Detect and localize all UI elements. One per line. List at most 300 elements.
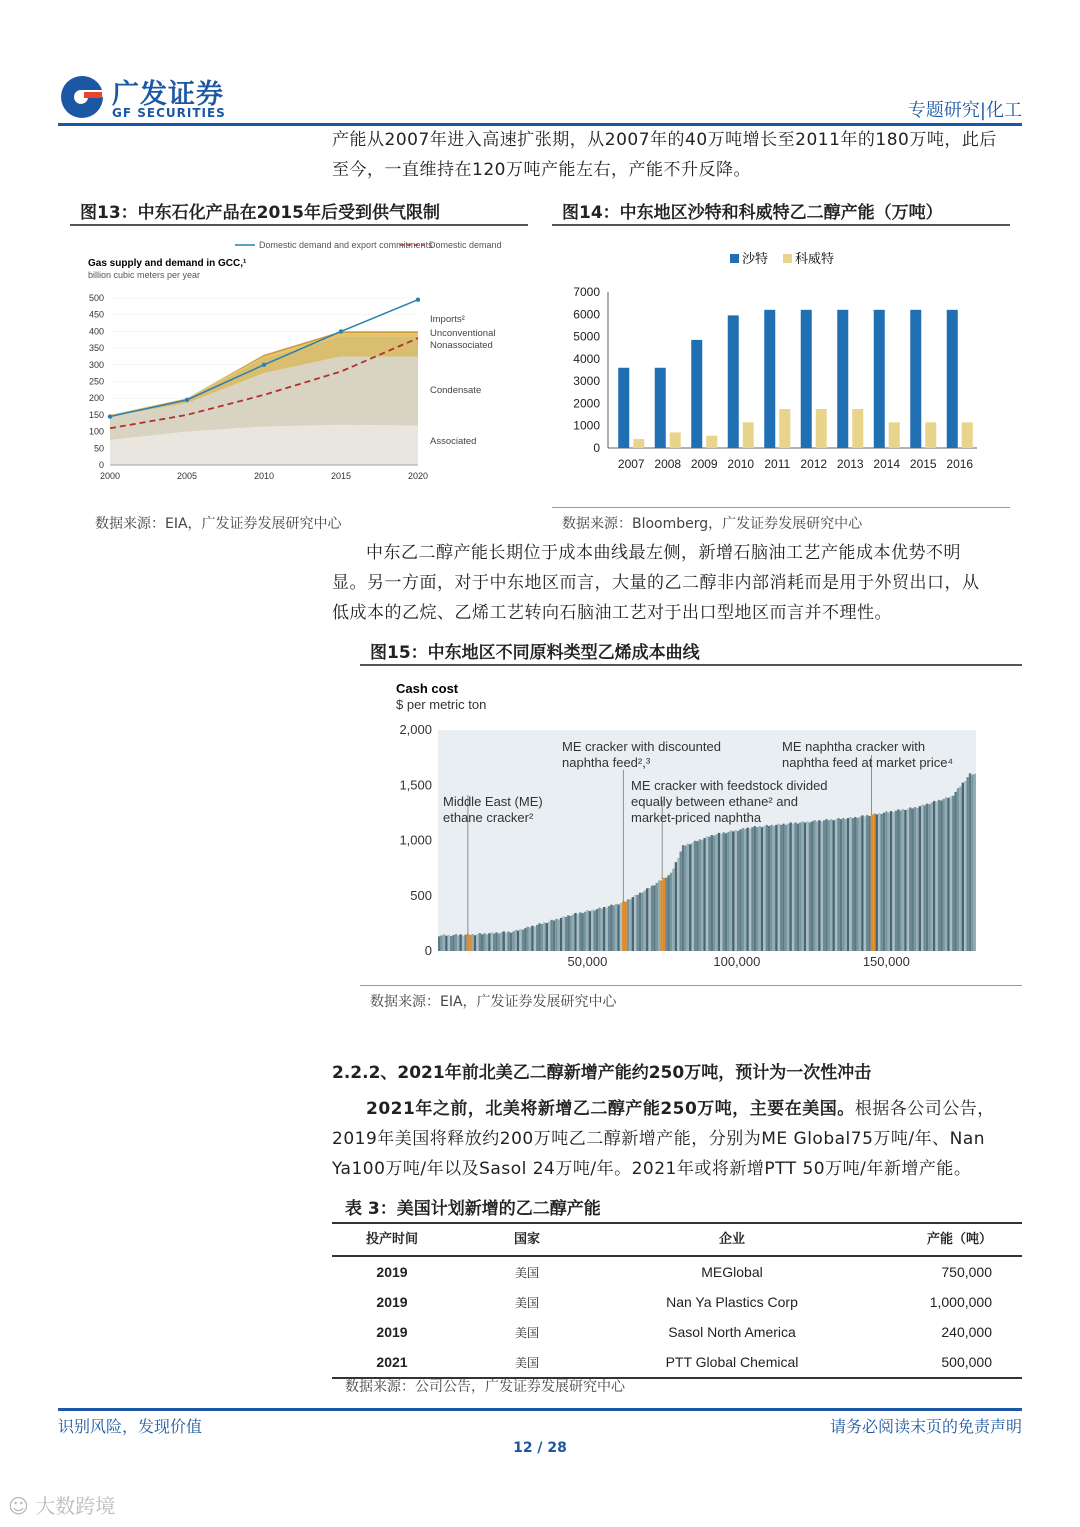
- fig15-bar: [481, 934, 483, 951]
- fig14-ytick-label: 5000: [573, 329, 600, 344]
- fig15-bar-highlight: [467, 934, 469, 951]
- fig14-bar-saudi: [691, 340, 702, 448]
- fig15-bar: [608, 906, 610, 951]
- fig15-bar: [746, 828, 748, 951]
- fig15-chart-ylabel: $ per metric ton: [396, 697, 487, 712]
- fig15-bar: [651, 886, 653, 951]
- fig15-annotation: ethane cracker²: [443, 810, 534, 825]
- fig15-xtick-label: 100,000: [713, 954, 761, 969]
- table3-cell-capacity: 1,000,000: [929, 1294, 992, 1310]
- fig13-area-label: Associated: [430, 436, 477, 447]
- fig15-bar: [479, 933, 481, 951]
- fig15-bar: [601, 908, 603, 951]
- fig14-ytick-label: 4000: [573, 351, 600, 366]
- fig14-bar-saudi: [910, 310, 921, 448]
- fig14-legend-swatch-kuwait: [783, 254, 792, 263]
- fig15-bar: [902, 809, 904, 951]
- fig15-bar: [694, 841, 696, 951]
- fig15-bar: [959, 786, 961, 951]
- fig15-bar: [926, 804, 928, 951]
- table3-source: 数据来源：公司公告，广发证券发展研究中心: [345, 1379, 625, 1395]
- table3-cell-country: 美国: [514, 1265, 539, 1280]
- fig15-annotation: ME naphtha cracker with: [782, 739, 926, 754]
- fig15-bar-highlight: [873, 813, 875, 951]
- table3-cell-capacity: 750,000: [941, 1264, 992, 1280]
- page-number: 12 / 28: [513, 1440, 567, 1456]
- fig15-bar: [452, 935, 454, 951]
- fig15-bar: [691, 842, 693, 951]
- fig13-line-total-point: [108, 414, 112, 418]
- fig15-bar: [646, 888, 648, 951]
- fig13-line-total-point: [416, 297, 420, 301]
- fig15-bar: [921, 805, 923, 951]
- fig15-bar: [947, 798, 949, 951]
- fig15-bar: [591, 910, 593, 951]
- fig14-bar-kuwait: [706, 436, 717, 448]
- fig14-xtick-label: 2011: [764, 457, 791, 471]
- fig15-annotation: market-priced naphtha: [631, 810, 762, 825]
- fig13-ytick-label: 0: [98, 460, 104, 470]
- fig15-bar: [770, 825, 772, 951]
- fig15-bar-highlight: [660, 880, 662, 951]
- fig15-bottom-rule: [360, 985, 1022, 986]
- fig15-bar: [464, 935, 466, 951]
- fig15-bar: [931, 803, 933, 951]
- fig15-bar: [656, 883, 658, 951]
- fig13-ytick-label: 250: [88, 376, 104, 387]
- fig15-bar: [828, 820, 830, 951]
- fig15-bar: [749, 828, 751, 951]
- fig15-bar: [471, 934, 473, 951]
- fig15-bar: [517, 931, 519, 951]
- fig15-bar-highlight: [469, 935, 471, 951]
- fig15-bar: [450, 936, 452, 951]
- fig13-ytick-label: 300: [88, 359, 104, 370]
- intro-line-1: 产能从2007年进入高速扩张期，从2007年的40万吨增长至2011年的180万吨，此后: [332, 130, 997, 150]
- fig15-bar: [725, 833, 727, 951]
- fig15-bar: [971, 775, 973, 951]
- analysis-line-2: 显。另一方面，对于中东地区而言，大量的乙二醇非内部消耗而是用于外贸出口，从: [332, 573, 980, 593]
- fig15-bar: [653, 885, 655, 951]
- fig15-annotation: equally between ethane² and: [631, 794, 798, 809]
- fig15-bar: [768, 826, 770, 951]
- fig15-bar: [720, 834, 722, 951]
- fig15-bar: [593, 911, 595, 951]
- fig15-bar: [876, 814, 878, 951]
- fig15-bar: [550, 920, 552, 951]
- fig15-bar: [739, 830, 741, 951]
- fig13-line-total-point: [262, 363, 266, 367]
- fig15-bar: [706, 836, 708, 951]
- fig14-title-rule: [552, 224, 1010, 226]
- fig13-line-total-point: [185, 398, 189, 402]
- fig15-bar: [462, 936, 464, 951]
- fig14-xtick-label: 2009: [690, 457, 718, 471]
- fig15-bar: [586, 910, 588, 951]
- fig15-bar: [888, 812, 890, 951]
- fig15-bar: [634, 895, 636, 951]
- fig15-bar: [935, 802, 937, 951]
- fig15-bar: [773, 826, 775, 951]
- fig15-bar: [677, 858, 679, 951]
- fig15-bar: [455, 934, 457, 951]
- fig15-bar: [543, 922, 545, 951]
- table-row: [332, 1287, 1022, 1317]
- table3: [332, 1222, 1022, 1379]
- footer-slogan: 识别风险，发现价值: [58, 1417, 203, 1436]
- fig15-bar: [911, 808, 913, 951]
- fig15-bar: [954, 792, 956, 951]
- fig15-bar: [457, 935, 459, 951]
- fig15-bar: [880, 814, 882, 951]
- fig15-bar: [763, 826, 765, 951]
- fig15-bar: [775, 825, 777, 951]
- fig15-bar: [658, 881, 660, 951]
- fig15-bar: [897, 809, 899, 951]
- fig15-annotation: naphtha feed at market price⁴: [782, 755, 954, 770]
- fig15-bar: [854, 817, 856, 951]
- fig15-bar: [548, 921, 550, 951]
- fig15-bar: [440, 935, 442, 951]
- fig15-bar: [579, 912, 581, 951]
- fig13-ytick-label: 50: [93, 443, 104, 454]
- fig13-line-total-point: [339, 329, 343, 333]
- fig15-title-rule: [360, 664, 1022, 666]
- fig14-bar-kuwait: [925, 422, 936, 448]
- fig15-bar: [610, 905, 612, 951]
- fig15-chart: [380, 675, 1000, 975]
- watermark: [8, 1490, 115, 1519]
- section-line-1-rest: 根据各公司公告，: [854, 1099, 995, 1119]
- analysis-line-1: 中东乙二醇产能长期位于成本曲线最左侧，新增石脑油工艺产能成本优势不明: [366, 543, 961, 563]
- fig15-ytick-label: 1,000: [399, 832, 432, 848]
- fig15-bar: [486, 934, 488, 951]
- fig15-bar: [529, 927, 531, 951]
- fig15-bar: [799, 822, 801, 951]
- fig14-ytick-label: 1000: [573, 418, 600, 433]
- table3-header-country: 国家: [452, 1223, 602, 1256]
- fig15-bar: [945, 797, 947, 951]
- fig15-bar: [916, 808, 918, 951]
- table-row: [332, 1256, 1022, 1287]
- table3-cell-year: 2019: [376, 1324, 408, 1340]
- fig14-xtick-label: 2013: [836, 457, 864, 471]
- fig15-bar: [813, 820, 815, 951]
- table3-title: 表 3：美国计划新增的乙二醇产能: [345, 1199, 601, 1219]
- fig15-bar: [572, 914, 574, 951]
- fig14-bar-saudi: [764, 310, 775, 448]
- fig13-ytick-label: 150: [88, 409, 104, 420]
- section-line-2: 2019年美国将释放约200万吨乙二醇新增产能，分别为ME Global75万吨/年、Nan: [332, 1129, 986, 1149]
- fig13-xtick-label: 2015: [330, 471, 352, 481]
- fig15-xtick-label: 50,000: [567, 954, 608, 969]
- fig15-bar: [682, 845, 684, 951]
- fig14-source: 数据来源：Bloomberg，广发证券发展研究中心: [562, 516, 863, 532]
- fig13-chart-svg: [70, 232, 528, 507]
- footer-divider: [58, 1408, 1022, 1411]
- fig15-bar: [512, 931, 514, 951]
- fig15-bar: [909, 807, 911, 951]
- fig15-bar: [510, 933, 512, 951]
- fig15-ytick-label: 2,000: [399, 722, 432, 737]
- fig15-bar: [849, 817, 851, 951]
- table3-cell-year: 2019: [376, 1294, 408, 1310]
- fig14-bar-kuwait: [852, 409, 863, 448]
- table3-cell-capacity: 500,000: [862, 1347, 1022, 1378]
- fig15-bar: [589, 911, 591, 951]
- analysis-paragraph: [332, 538, 1024, 628]
- footer-disclaimer: 请务必阅读末页的免责声明: [829, 1417, 1022, 1436]
- fig13-ytick-label: 200: [88, 393, 104, 404]
- fig15-bar: [519, 929, 521, 951]
- fig15-bar: [806, 821, 808, 951]
- fig15-bar-highlight: [663, 878, 665, 951]
- fig15-bar: [833, 820, 835, 951]
- fig15-bar: [964, 781, 966, 951]
- fig15-bar: [668, 875, 670, 951]
- fig15-bar: [680, 852, 682, 951]
- table3-header-company: 企业: [602, 1223, 862, 1256]
- table3-header-year: 投产时间: [332, 1223, 452, 1256]
- table3-cell-company: Sasol North America: [668, 1324, 796, 1340]
- fig15-bar: [950, 796, 952, 951]
- fig15-bar: [524, 928, 526, 951]
- fig14-bar-kuwait: [633, 439, 644, 448]
- fig15-bar: [957, 788, 959, 951]
- fig15-bar: [675, 862, 677, 951]
- fig14-xtick-label: 2016: [946, 457, 974, 471]
- fig15-bar: [823, 820, 825, 951]
- fig15-bar: [498, 934, 500, 951]
- fig15-bar: [830, 819, 832, 951]
- fig15-bar: [670, 873, 672, 951]
- fig15-chart-svg: [380, 675, 1000, 975]
- fig14-ytick-label: 0: [593, 441, 600, 455]
- fig15-bar: [895, 811, 897, 951]
- fig15-bar: [899, 810, 901, 951]
- fig15-annotation: Middle East (ME): [443, 794, 543, 809]
- fig15-bar: [570, 916, 572, 951]
- fig13-ytick-label: 500: [88, 293, 104, 303]
- fig14-xtick-label: 2012: [800, 457, 828, 471]
- fig14-bar-kuwait: [779, 409, 790, 448]
- fig15-bar: [861, 815, 863, 951]
- fig15-bar: [443, 934, 445, 951]
- section-paragraph: [332, 1094, 1024, 1184]
- fig15-bar: [756, 827, 758, 951]
- fig15-ytick-label: 1,500: [399, 777, 432, 793]
- fig15-bar: [723, 832, 725, 951]
- fig15-bar: [734, 830, 736, 951]
- fig15-bar: [438, 936, 440, 951]
- fig15-bar: [598, 908, 600, 951]
- fig15-bar: [565, 917, 567, 951]
- fig15-bar: [584, 912, 586, 951]
- fig15-bar: [562, 916, 564, 951]
- fig15-source: 数据来源：EIA，广发证券发展研究中心: [370, 994, 617, 1010]
- fig13-area-label: Unconventional: [430, 328, 496, 339]
- fig15-bar: [933, 801, 935, 951]
- watermark-icon: ☺: [8, 1494, 36, 1518]
- fig15-bar: [620, 903, 622, 951]
- section-line-3: Ya100万吨/年以及Sasol 24万吨/年。2021年或将新增PTT 50万吨/年新增产能。: [332, 1159, 972, 1179]
- intro-paragraph: [332, 125, 1024, 185]
- fig14-bar-kuwait: [889, 422, 900, 448]
- fig14-xtick-label: 2007: [617, 457, 645, 471]
- fig15-annotation: naphtha feed²,³: [562, 755, 651, 770]
- fig15-bar: [500, 932, 502, 951]
- fig15-bar: [928, 804, 930, 951]
- fig15-bar: [507, 932, 509, 951]
- fig15-ytick-label: 500: [410, 887, 432, 903]
- fig14-legend-label-saudi: 沙特: [742, 252, 769, 267]
- fig15-bar: [699, 839, 701, 951]
- fig13-ytick-label: 350: [88, 343, 104, 354]
- table-row: [332, 1317, 1022, 1347]
- fig15-bar: [780, 825, 782, 951]
- brand-name-en: GF SECURITIES: [112, 106, 226, 120]
- fig15-bar: [761, 827, 763, 951]
- table3-cell-year: 2021: [332, 1347, 452, 1378]
- fig15-bar: [505, 933, 507, 951]
- fig15-bar: [778, 824, 780, 951]
- fig15-bar: [615, 904, 617, 951]
- fig14-xtick-label: 2014: [873, 457, 901, 471]
- fig15-bar-highlight: [871, 815, 873, 951]
- table-row: [332, 1347, 1022, 1378]
- fig15-bar: [596, 909, 598, 951]
- fig15-bar: [541, 924, 543, 951]
- fig15-bar: [792, 824, 794, 951]
- fig14-bar-saudi: [947, 310, 958, 448]
- fig15-bar: [966, 777, 968, 951]
- fig15-bar: [782, 824, 784, 951]
- table3-header-capacity: 产能（吨）: [862, 1223, 1022, 1256]
- fig15-bar: [495, 932, 497, 951]
- fig14-bar-saudi: [618, 368, 629, 448]
- fig14-legend-label-kuwait: 科威特: [795, 252, 835, 267]
- fig15-bar: [919, 806, 921, 951]
- fig15-bar: [639, 893, 641, 951]
- fig15-bar: [962, 783, 964, 951]
- fig15-bar: [809, 822, 811, 951]
- fig15-bar: [878, 813, 880, 951]
- fig14-bar-saudi: [837, 310, 848, 448]
- fig15-bar: [859, 817, 861, 951]
- fig15-bar: [758, 826, 760, 951]
- table3-cell-country: 美国: [452, 1347, 602, 1378]
- fig15-bar: [648, 888, 650, 951]
- fig15-bar: [825, 819, 827, 951]
- fig15-bar: [938, 800, 940, 951]
- fig14-bar-kuwait: [816, 409, 827, 448]
- fig15-bar: [715, 834, 717, 951]
- fig15-bar: [713, 836, 715, 951]
- fig15-chart-title: Cash cost: [396, 681, 459, 696]
- fig15-bar: [844, 819, 846, 951]
- fig14-bar-kuwait: [962, 422, 973, 448]
- fig15-ytick-label: 0: [424, 943, 432, 958]
- fig15-bar: [789, 823, 791, 951]
- fig15-bar: [842, 818, 844, 951]
- fig14-bar-kuwait: [670, 432, 681, 448]
- section-line-1: [332, 1094, 1024, 1124]
- fig15-bar: [488, 933, 490, 951]
- fig15-bar: [641, 893, 643, 951]
- report-section: 专题研究|化工: [907, 100, 1022, 121]
- fig13-xtick-label: 2000: [99, 471, 121, 481]
- fig15-bar: [866, 815, 868, 951]
- fig15-bar: [974, 774, 976, 951]
- fig14-chart: [552, 240, 1010, 480]
- fig15-bar: [835, 819, 837, 951]
- fig15-bar: [818, 820, 820, 951]
- fig15-bar: [732, 831, 734, 951]
- fig13-xtick-label: 2020: [407, 471, 429, 481]
- fig15-bar: [943, 799, 945, 951]
- fig15-bar: [701, 840, 703, 951]
- fig15-bar: [797, 824, 799, 951]
- fig15-bar: [804, 822, 806, 951]
- table3-cell-company: MEGlobal: [701, 1264, 763, 1280]
- fig13-legend-label-1: Domestic demand and export commitments: [259, 240, 433, 250]
- fig14-bar-saudi: [655, 368, 666, 448]
- fig15-bar: [689, 844, 691, 951]
- fig15-bar: [627, 899, 629, 951]
- fig15-bar: [754, 826, 756, 951]
- fig13-area-label: Nonassociated: [430, 340, 493, 351]
- fig14-legend-swatch-saudi: [730, 254, 739, 263]
- fig14-bar-saudi: [801, 310, 812, 448]
- fig15-bar: [672, 869, 674, 951]
- fig15-bar-highlight: [622, 901, 624, 951]
- fig15-bar: [868, 816, 870, 951]
- fig15-bar: [603, 907, 605, 951]
- fig15-bar: [801, 821, 803, 951]
- fig15-bar: [483, 933, 485, 951]
- table3-cell-year: 2019: [376, 1264, 408, 1280]
- fig15-bar: [503, 931, 505, 951]
- fig15-bar: [847, 818, 849, 951]
- fig15-bar: [605, 908, 607, 951]
- analysis-line-3: 低成本的乙烷、乙烯工艺转向石脑油工艺对于出口型地区而言并不理性。: [332, 603, 892, 623]
- fig15-bar: [840, 819, 842, 951]
- fig13-ytick-label: 400: [88, 326, 104, 337]
- fig13-source: 数据来源：EIA，广发证券发展研究中心: [95, 516, 342, 532]
- fig15-bar: [567, 915, 569, 951]
- fig15-bar: [883, 813, 885, 951]
- fig15-bar: [885, 811, 887, 951]
- fig14-ytick-label: 2000: [573, 396, 600, 411]
- fig13-title-rule: [70, 224, 528, 226]
- fig15-bar: [493, 933, 495, 951]
- fig15-bar: [644, 890, 646, 951]
- fig14-xtick-label: 2010: [727, 457, 755, 471]
- fig15-xtick-label: 150,000: [862, 954, 910, 969]
- fig15-bar: [474, 935, 476, 951]
- fig15-bar: [904, 810, 906, 951]
- table3-cell-company: Nan Ya Plastics Corp: [666, 1294, 798, 1310]
- fig15-title: 图15：中东地区不同原料类型乙烯成本曲线: [370, 643, 700, 663]
- fig15-bar: [794, 822, 796, 951]
- fig13-legend-label-2: Domestic demand: [429, 240, 502, 250]
- fig15-bar: [718, 833, 720, 951]
- fig15-bar: [969, 773, 971, 951]
- fig15-bar: [703, 838, 705, 951]
- fig15-bar: [730, 831, 732, 951]
- fig14-ytick-label: 7000: [573, 285, 600, 299]
- fig14-ytick-label: 6000: [573, 307, 600, 322]
